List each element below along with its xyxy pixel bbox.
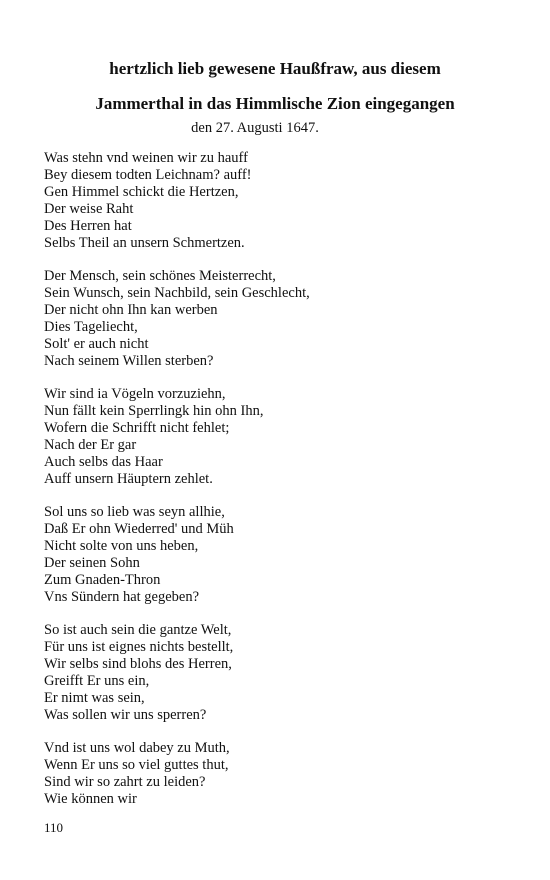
heading-line-2: Jammerthal in das Himmlische Zion eingegangen xyxy=(95,94,455,113)
poem-line: Des Herren hat xyxy=(44,218,132,234)
poem-line: Sind wir so zahrt zu leiden? xyxy=(44,774,206,790)
poem-line: Bey diesem todten Leichnam? auff! xyxy=(44,167,252,183)
poem-line: Wenn Er uns so viel guttes thut, xyxy=(44,757,229,773)
poem-line: Selbs Theil an unsern Schmertzen. xyxy=(44,235,245,251)
poem-line: Greifft Er uns ein, xyxy=(44,673,150,689)
poem-line: Wie können wir xyxy=(44,791,137,807)
heading-line-1: hertzlich lieb gewesene Haußfraw, aus diesem xyxy=(109,59,441,78)
poem-line: Was sollen wir uns sperren? xyxy=(44,707,207,723)
poem-line: Wofern die Schrifft nicht fehlet; xyxy=(44,420,230,436)
poem-line: Dies Tageliecht, xyxy=(44,319,138,335)
stanza xyxy=(44,268,524,370)
poem-line: So ist auch sein die gantze Welt, xyxy=(44,622,232,638)
poem-line: Solt' er auch nicht xyxy=(44,336,149,352)
poem-line: Er nimt was sein, xyxy=(44,690,145,706)
poem-line: Vns Sündern hat gegeben? xyxy=(44,589,200,605)
poem-line: Zum Gnaden-Thron xyxy=(44,572,161,588)
poem-line: Für uns ist eignes nichts bestellt, xyxy=(44,639,234,655)
page-number: 110 xyxy=(44,820,64,835)
poem-line: Auff unsern Häuptern zehlet. xyxy=(44,471,213,487)
stanza xyxy=(44,622,524,724)
poem-line: Wir sind ia Vögeln vorzuziehn, xyxy=(44,386,226,402)
poem-line: Der seinen Sohn xyxy=(44,555,140,571)
poem-line: Nach seinem Willen sterben? xyxy=(44,353,214,369)
poem-line: Nicht solte von uns heben, xyxy=(44,538,199,554)
poem-line: Auch selbs das Haar xyxy=(44,454,163,470)
poem-line: Der nicht ohn Ihn kan werben xyxy=(44,302,218,318)
poem-line: Sol uns so lieb was seyn allhie, xyxy=(44,504,225,520)
poem-line: Der Mensch, sein schönes Meisterrecht, xyxy=(44,268,276,284)
stanza xyxy=(44,150,524,252)
poem-line: Vnd ist uns wol dabey zu Muth, xyxy=(44,740,230,756)
stanza xyxy=(44,504,524,606)
poem-line: Der weise Raht xyxy=(44,201,134,217)
poem-body xyxy=(44,150,524,824)
date-line: den 27. Augusti 1647. xyxy=(191,120,319,136)
stanza xyxy=(44,386,524,488)
poem-line: Sein Wunsch, sein Nachbild, sein Geschlecht, xyxy=(44,285,310,301)
poem-line: Nach der Er gar xyxy=(44,437,137,453)
poem-line: Was stehn vnd weinen wir zu hauff xyxy=(44,150,248,166)
poem-line: Wir selbs sind blohs des Herren, xyxy=(44,656,232,672)
stanza xyxy=(44,740,524,808)
poem-line: Daß Er ohn Wiederred' und Müh xyxy=(44,521,234,537)
poem-line: Gen Himmel schickt die Hertzen, xyxy=(44,184,239,200)
poem-line: Nun fällt kein Sperrlingk hin ohn Ihn, xyxy=(44,403,264,419)
